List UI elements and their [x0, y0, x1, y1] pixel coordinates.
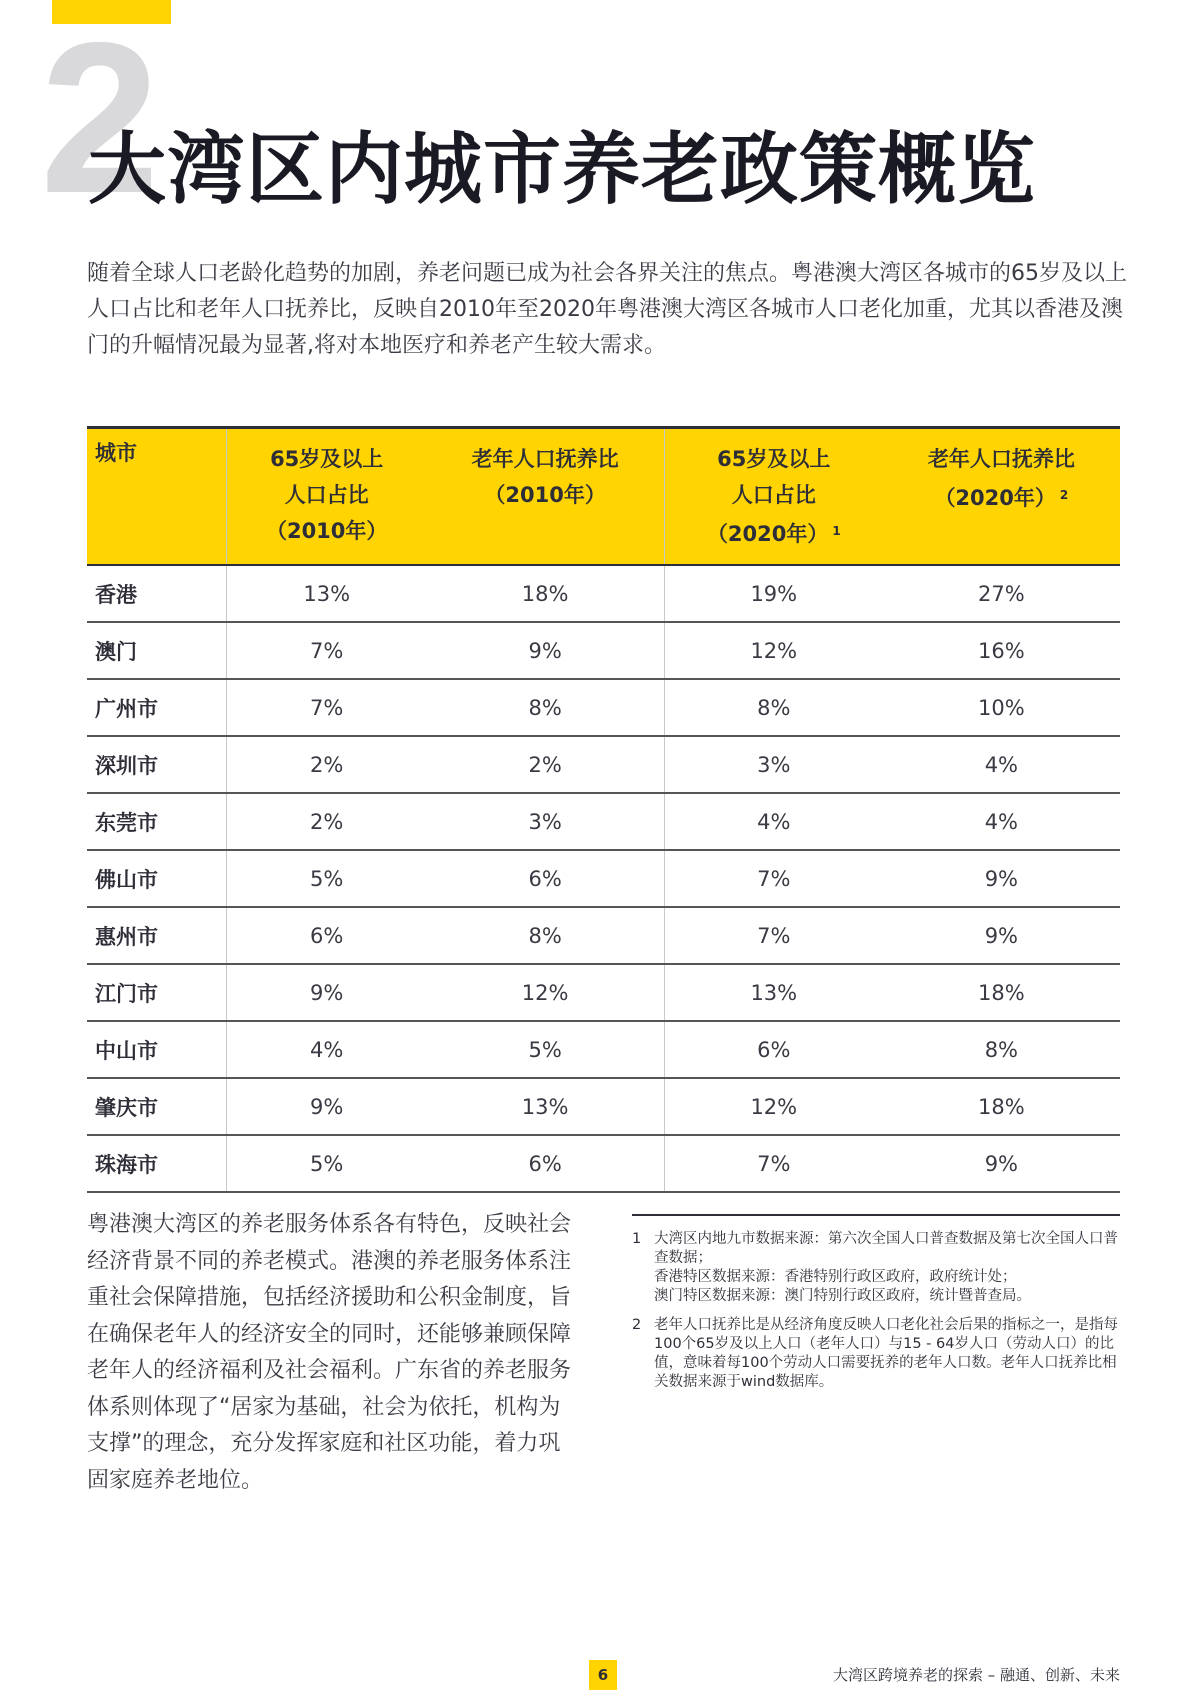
city-cell: 澳门	[87, 622, 227, 679]
value-cell: 13%	[426, 1078, 664, 1135]
value-cell: 3%	[664, 736, 882, 793]
value-cell: 7%	[664, 907, 882, 964]
intro-paragraph: 随着全球人口老龄化趋势的加剧，养老问题已成为社会各界关注的焦点。粤港澳大湾区各城市的65岁及以上人口占比和老年人口抚养比，反映自2010年至2020年粤港澳大湾区各城市人口老化加重，尤其以香港及澳门的升幅情况最为显著,将对本地医疗和养老产生较大需求。	[87, 261, 1127, 358]
value-cell: 9%	[883, 907, 1120, 964]
column-header-label: 城市	[95, 441, 137, 465]
footnotes	[632, 1214, 1120, 1402]
publication-title: 大湾区跨境养老的探索 – 融通、创新、未来	[832, 1666, 1120, 1684]
value-cell: 13%	[664, 964, 882, 1021]
column-header	[664, 428, 882, 566]
table-row	[87, 907, 1120, 964]
table-row	[87, 850, 1120, 907]
body-paragraph: 粤港澳大湾区的养老服务体系各有特色，反映社会经济背景不同的养老模式。港澳的养老服务体系注重社会保障措施，包括经济援助和公积金制度，旨在确保老年人的经济安全的同时，还能够兼顾保障老年人的经济福利及社会福利。广东省的养老服务体系则体现了“居家为基础，社会为依托，机构为支撑”的理念，充分发挥家庭和社区功能，着力巩固家庭养老地位。	[87, 1212, 572, 1493]
value-cell: 27%	[883, 565, 1120, 622]
footnote	[632, 1316, 1120, 1392]
table-header-row	[87, 428, 1120, 566]
value-cell: 2%	[227, 793, 427, 850]
value-cell: 12%	[426, 964, 664, 1021]
value-cell: 8%	[883, 1021, 1120, 1078]
column-header-label: 65岁及以上 人口占比 （2020年）	[706, 447, 831, 546]
value-cell: 16%	[883, 622, 1120, 679]
value-cell: 9%	[227, 1078, 427, 1135]
table-row	[87, 1078, 1120, 1135]
table-row	[87, 1135, 1120, 1192]
value-cell: 18%	[426, 565, 664, 622]
column-header-label: 65岁及以上 人口占比 （2010年）	[265, 447, 388, 543]
footnote-ref: 2	[1059, 488, 1069, 502]
value-cell: 10%	[883, 679, 1120, 736]
footnote-line: 大湾区内地九市数据来源：第六次全国人口普查数据及第七次全国人口普查数据；	[654, 1231, 1118, 1266]
value-cell: 12%	[664, 622, 882, 679]
value-cell: 4%	[227, 1021, 427, 1078]
value-cell: 19%	[664, 565, 882, 622]
value-cell: 8%	[664, 679, 882, 736]
value-cell: 7%	[227, 679, 427, 736]
footnote-line: 澳门特区数据来源：澳门特别行政区政府，统计暨普查局。	[654, 1288, 1031, 1304]
value-cell: 5%	[227, 850, 427, 907]
value-cell: 7%	[664, 850, 882, 907]
value-cell: 9%	[883, 850, 1120, 907]
page-number: 6	[589, 1660, 617, 1690]
column-header	[426, 428, 664, 566]
column-header	[883, 428, 1120, 566]
value-cell: 4%	[883, 736, 1120, 793]
value-cell: 9%	[426, 622, 664, 679]
value-cell: 6%	[227, 907, 427, 964]
column-header	[87, 428, 227, 566]
table-row	[87, 736, 1120, 793]
value-cell: 9%	[227, 964, 427, 1021]
footnote-number: 1	[632, 1231, 642, 1247]
city-cell: 香港	[87, 565, 227, 622]
city-cell: 惠州市	[87, 907, 227, 964]
city-cell: 珠海市	[87, 1135, 227, 1192]
city-cell: 深圳市	[87, 736, 227, 793]
city-cell: 东莞市	[87, 793, 227, 850]
city-cell: 肇庆市	[87, 1078, 227, 1135]
column-header	[227, 428, 427, 566]
value-cell: 7%	[227, 622, 427, 679]
value-cell: 18%	[883, 964, 1120, 1021]
footnote-line: 香港特区数据来源：香港特别行政区政府，政府统计处；	[654, 1269, 1017, 1285]
value-cell: 18%	[883, 1078, 1120, 1135]
value-cell: 6%	[664, 1021, 882, 1078]
value-cell: 2%	[227, 736, 427, 793]
value-cell: 6%	[426, 850, 664, 907]
value-cell: 8%	[426, 907, 664, 964]
page-title: 大湾区内城市养老政策概览	[88, 125, 1037, 215]
value-cell: 3%	[426, 793, 664, 850]
table-row	[87, 565, 1120, 622]
footnote-ref: 1	[832, 524, 841, 538]
value-cell: 5%	[426, 1021, 664, 1078]
value-cell: 13%	[227, 565, 427, 622]
value-cell: 9%	[883, 1135, 1120, 1192]
table-row	[87, 679, 1120, 736]
value-cell: 12%	[664, 1078, 882, 1135]
table-row	[87, 1021, 1120, 1078]
city-cell: 中山市	[87, 1021, 227, 1078]
city-cell: 佛山市	[87, 850, 227, 907]
value-cell: 6%	[426, 1135, 664, 1192]
column-header-label: 老年人口抚养比 （2010年）	[471, 447, 619, 507]
table-row	[87, 964, 1120, 1021]
city-cell: 江门市	[87, 964, 227, 1021]
value-cell: 8%	[426, 679, 664, 736]
table-row	[87, 793, 1120, 850]
value-cell: 4%	[664, 793, 882, 850]
footnote-number: 2	[632, 1317, 642, 1333]
table-row	[87, 622, 1120, 679]
section-number: 2	[40, 0, 160, 238]
city-cell: 广州市	[87, 679, 227, 736]
value-cell: 2%	[426, 736, 664, 793]
aging-data-table	[87, 426, 1120, 1193]
footnote-line: 老年人口抚养比是从经济角度反映人口老化社会后果的指标之一，是指每100个65岁及以上人口（老年人口）与15 - 64岁人口（劳动人口）的比值，意味着每100个劳动人口需要抚养的老年人口数。老年人口抚养比相关数据来源于wind数据库。	[654, 1317, 1118, 1390]
value-cell: 5%	[227, 1135, 427, 1192]
column-header-label: 老年人口抚养比 （2020年）	[927, 447, 1075, 510]
value-cell: 4%	[883, 793, 1120, 850]
value-cell: 7%	[664, 1135, 882, 1192]
footnote	[632, 1230, 1120, 1306]
